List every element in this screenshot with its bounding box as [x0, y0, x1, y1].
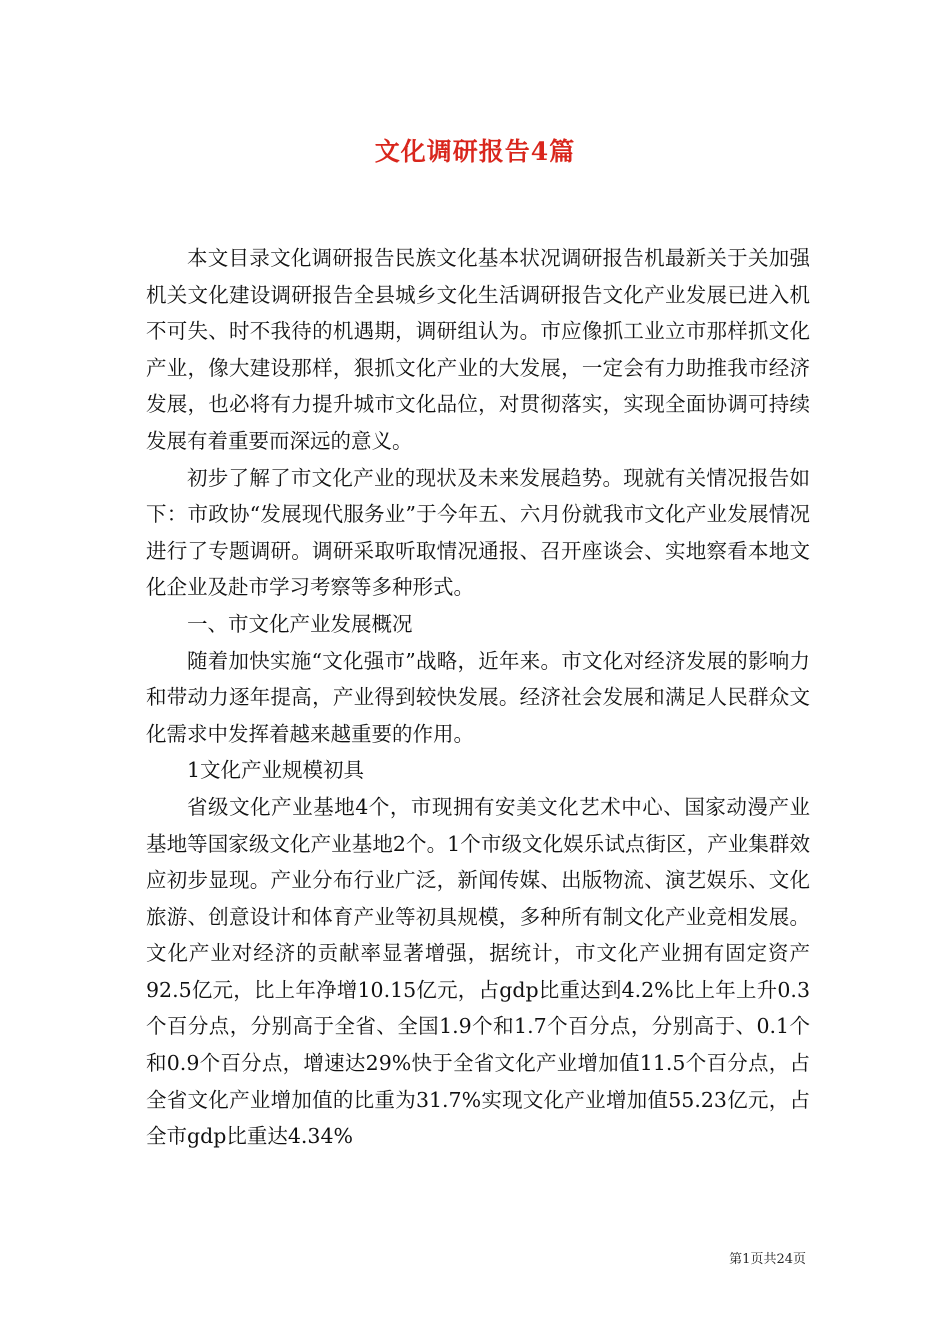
- paragraph: 随着加快实施“文化强市”战略，近年来。市文化对经济发展的影响力和带动力逐年提高，产业得到较快发展。经济社会发展和满足人民群众文化需求中发挥着越来越重要的作用。: [146, 648, 810, 746]
- paragraph: 省级文化产业基地4个，市现拥有安美文化艺术中心、国家动漫产业基地等国家级文化产业基地2个。1个市级文化娱乐试点街区，产业集群效应初步显现。产业分布行业广泛，新闻传媒、出版物流、演艺娱乐、文化旅游、创意设计和体育产业等初具规模，多种所有制文化产业竞相发展。文化产业对经济的贡献率显著增强，据统计，市文化产业拥有固定资产92.5亿元，比上年净增10.15亿元，占gdp比重达到4.2%比上年上升0.3个百分点，分别高于全省、全国1.9个和1.7个百分点，分别高于、0.1个和0.9个百分点，增速达29%快于全省文化产业增加值11.5个百分点，占全省文化产业增加值的比重为31.7%实现文化产业增加值55.23亿元，占全市gdp比重达4.34%: [146, 794, 810, 1149]
- subsection-heading: 1文化产业规模初具: [187, 758, 365, 783]
- page-number: 第1页共24页: [729, 1252, 806, 1267]
- document-title: 文化调研报告4篇: [374, 137, 576, 166]
- section-heading: 一、市文化产业发展概况: [187, 611, 413, 636]
- paragraph: 初步了解了市文化产业的现状及未来发展趋势。现就有关情况报告如下：市政协“发展现代服务业”于今年五、六月份就我市文化产业发展情况进行了专题调研。调研采取听取情况通报、召开座谈会、实地察看本地文化企业及赴市学习考察等多种形式。: [146, 465, 810, 600]
- paragraph: 本文目录文化调研报告民族文化基本状况调研报告机最新关于关加强机关文化建设调研报告全县城乡文化生活调研报告文化产业发展已进入机不可失、时不我待的机遇期，调研组认为。市应像抓工业立市那样抓文化产业，像大建设那样，狠抓文化产业的大发展，一定会有力助推我市经济发展，也必将有力提升城市文化品位，对贯彻落实，实现全面协调可持续发展有着重要而深远的意义。: [146, 246, 810, 453]
- document-body: [146, 240, 810, 1155]
